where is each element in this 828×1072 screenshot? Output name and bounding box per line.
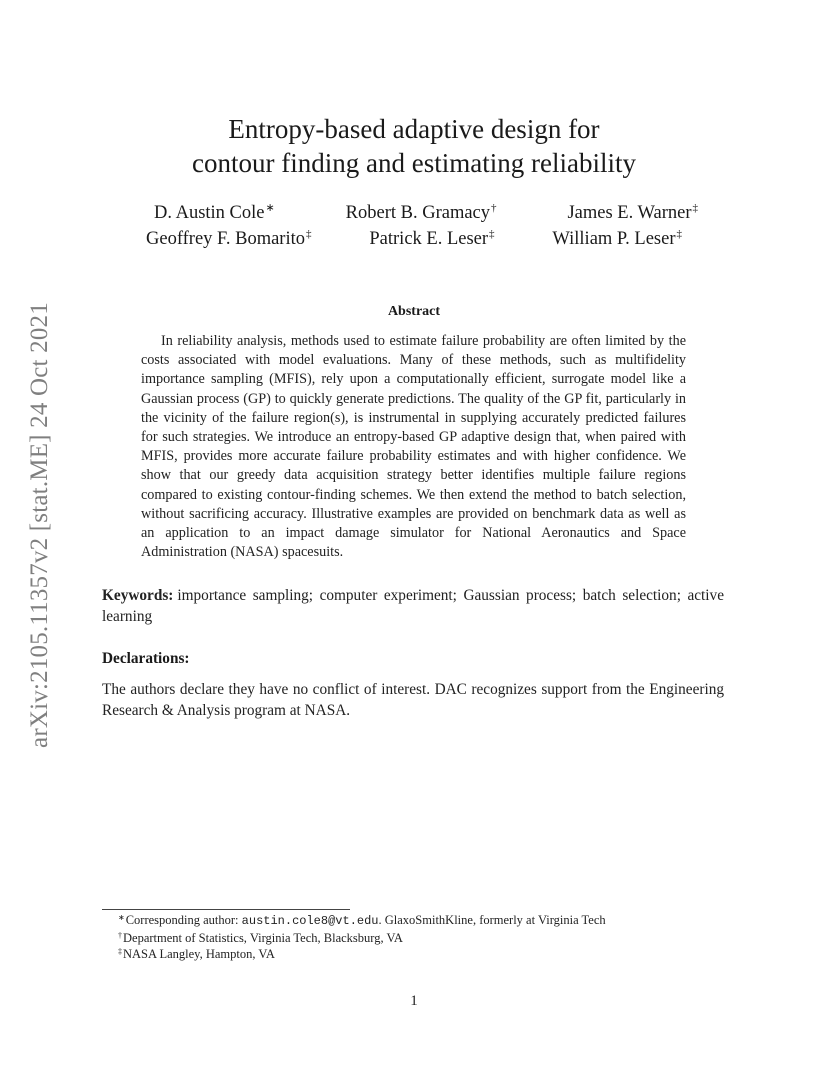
arxiv-identifier-stamp: arXiv:2105.11357v2 [stat.ME] 24 Oct 2021 [26,302,53,748]
title-line-2: contour finding and estimating reliability [192,148,636,178]
author [346,200,497,226]
affiliation-mark: † [491,202,497,214]
author-name: D. Austin Cole [154,203,265,223]
keywords-paragraph [102,586,724,627]
declarations-text: The authors declare they have no conflict of interest. DAC recognizes support from the Engineering Research & Analysis program at NASA. [102,681,724,719]
footnote-mark: ‡ [118,947,122,956]
author [369,226,494,252]
affiliation-mark: ‡ [306,228,312,240]
footnote-text: Corresponding author: [125,913,242,927]
footnote-mark: † [118,930,122,940]
footnote-affiliation-double-dagger [118,946,606,963]
paper-title [104,112,724,180]
abstract-text: In reliability analysis, methods used to estimate failure probability are often limited by the costs associated with model evaluations. Many of these methods, such as multifidelity importance sampling (MFIS), rely upon a computationally efficient, surrogate model like a Gaussian process (GP) to quickly generate predictions. The quality of the GP fit, particularly in the vicinity of the failure region(s), is instrumental in supplying accurately predicted failures for such strategies. We introduce an entropy-based GP adaptive design that, when paired with MFIS, provides more accurate failure probability estimates and with higher confidence. We show that our greedy data acquisition strategy better identifies multiple failure regions compared to existing contour-finding schemes. We then extend the method to batch selection, without sacrificing accuracy. Illustrative examples are provided on benchmark data as well as an application to an impact damage simulator for National Aeronautics and Space Administration (NASA) spacesuits. [141,333,686,561]
author-row-2 [104,226,724,252]
abstract-heading: Abstract [387,304,441,319]
author [154,200,275,226]
footnote-mark: ∗ [118,913,125,922]
author-email-link[interactable]: austin.cole8@vt.edu [241,914,379,928]
footnote-divider [102,909,350,910]
affiliation-mark: ‡ [692,202,698,214]
affiliation-mark: ‡ [489,228,495,240]
author-list [104,200,724,252]
author [552,226,682,252]
footnote-affiliation-dagger [118,930,606,947]
author-name: William P. Leser [552,229,676,249]
author-name: Patrick E. Leser [369,229,489,249]
affiliation-mark: ∗ [265,202,275,214]
page-number: 1 [410,993,418,1009]
affiliation-mark: ‡ [676,228,682,240]
author [146,226,312,252]
author-row-1 [104,200,724,226]
footnotes [118,912,606,963]
author-name: James E. Warner [567,203,692,223]
footnote-text: NASA Langley, Hampton, VA [123,947,275,961]
declarations-heading: Declarations: [102,650,190,667]
footnote-text: . GlaxoSmithKline, formerly at Virginia Tech [378,913,606,927]
title-line-1: Entropy-based adaptive design for [228,114,600,144]
footnote-corresponding-author [118,912,606,930]
author-name: Robert B. Gramacy [345,203,491,223]
author [567,200,698,226]
footnote-text: Department of Statistics, Virginia Tech, Blacksburg, VA [123,930,403,945]
keywords-label: Keywords: [102,587,174,604]
author-name: Geoffrey F. Bomarito [146,229,305,249]
keywords-text: importance sampling; computer experiment; Gaussian process; batch selection; active learning [102,587,724,625]
